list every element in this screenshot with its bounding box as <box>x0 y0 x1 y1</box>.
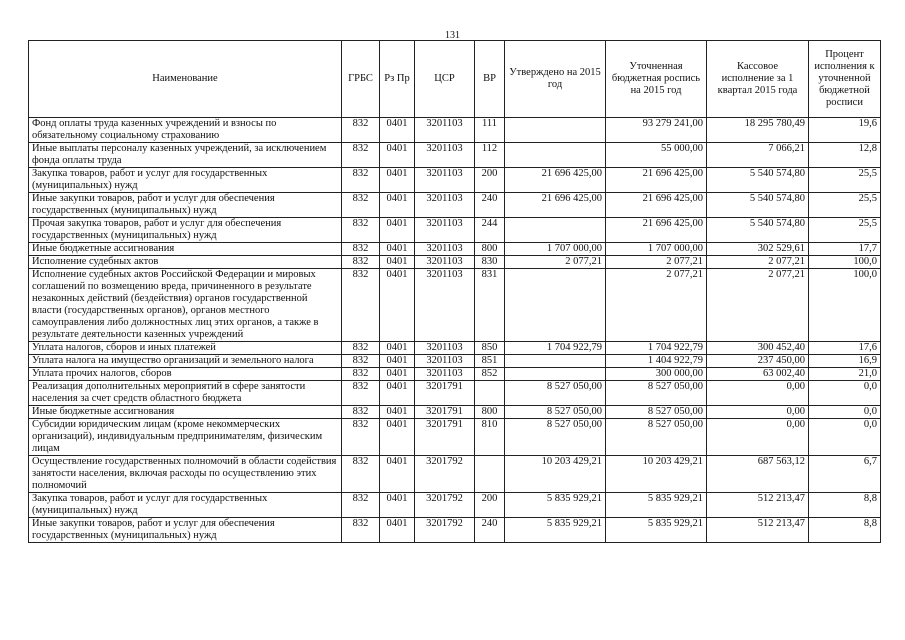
cell-cash: 237 450,00 <box>707 355 809 368</box>
page-number: 131 <box>445 30 460 41</box>
cell-csr: 3201103 <box>415 355 475 368</box>
cell-cash: 2 077,21 <box>707 269 809 342</box>
cell-rzpr: 0401 <box>380 406 415 419</box>
cell-name: Осуществление государственных полномочий в области содействия занятости населения, включая расходы по осуществлению этих полномочий <box>29 456 342 493</box>
cell-percent: 0,0 <box>809 419 881 456</box>
cell-grbs: 832 <box>342 218 380 243</box>
cell-percent: 0,0 <box>809 381 881 406</box>
cell-name: Закупка товаров, работ и услуг для государственных (муниципальных) нужд <box>29 493 342 518</box>
cell-csr: 3201791 <box>415 381 475 406</box>
cell-approved <box>505 118 606 143</box>
cell-rzpr: 0401 <box>380 269 415 342</box>
cell-cash: 0,00 <box>707 381 809 406</box>
cell-csr: 3201792 <box>415 456 475 493</box>
cell-percent: 100,0 <box>809 269 881 342</box>
table-body <box>29 118 881 543</box>
cell-vr: 112 <box>475 143 505 168</box>
cell-rzpr: 0401 <box>380 456 415 493</box>
cell-percent: 16,9 <box>809 355 881 368</box>
cell-vr: 831 <box>475 269 505 342</box>
cell-rzpr: 0401 <box>380 342 415 355</box>
cell-rzpr: 0401 <box>380 493 415 518</box>
cell-vr <box>475 381 505 406</box>
cell-grbs: 832 <box>342 243 380 256</box>
cell-grbs: 832 <box>342 143 380 168</box>
header-vr: ВР <box>475 41 505 118</box>
cell-grbs: 832 <box>342 419 380 456</box>
cell-rzpr: 0401 <box>380 168 415 193</box>
cell-refined: 5 835 929,21 <box>606 493 707 518</box>
cell-approved: 8 527 050,00 <box>505 381 606 406</box>
cell-cash: 300 452,40 <box>707 342 809 355</box>
cell-grbs: 832 <box>342 368 380 381</box>
table-row <box>29 518 881 543</box>
cell-approved: 21 696 425,00 <box>505 168 606 193</box>
cell-vr: 200 <box>475 493 505 518</box>
cell-csr: 3201103 <box>415 256 475 269</box>
cell-refined: 2 077,21 <box>606 256 707 269</box>
cell-rzpr: 0401 <box>380 368 415 381</box>
budget-table <box>28 40 881 543</box>
cell-name: Реализация дополнительных мероприятий в сфере занятости населения за счет средств областного бюджета <box>29 381 342 406</box>
cell-cash: 302 529,61 <box>707 243 809 256</box>
cell-refined: 300 000,00 <box>606 368 707 381</box>
cell-cash: 5 540 574,80 <box>707 168 809 193</box>
cell-refined: 21 696 425,00 <box>606 218 707 243</box>
cell-vr: 240 <box>475 193 505 218</box>
cell-csr: 3201103 <box>415 269 475 342</box>
cell-cash: 687 563,12 <box>707 456 809 493</box>
cell-cash: 0,00 <box>707 406 809 419</box>
cell-refined: 21 696 425,00 <box>606 193 707 218</box>
cell-percent: 0,0 <box>809 406 881 419</box>
cell-grbs: 832 <box>342 456 380 493</box>
cell-cash: 7 066,21 <box>707 143 809 168</box>
cell-percent: 19,6 <box>809 118 881 143</box>
cell-rzpr: 0401 <box>380 118 415 143</box>
cell-grbs: 832 <box>342 493 380 518</box>
cell-rzpr: 0401 <box>380 518 415 543</box>
table-row <box>29 368 881 381</box>
cell-approved: 5 835 929,21 <box>505 518 606 543</box>
cell-csr: 3201103 <box>415 368 475 381</box>
cell-vr: 200 <box>475 168 505 193</box>
cell-cash: 2 077,21 <box>707 256 809 269</box>
table-row <box>29 218 881 243</box>
cell-refined: 93 279 241,00 <box>606 118 707 143</box>
header-cash: Кассовое исполнение за 1 квартал 2015 года <box>707 41 809 118</box>
cell-csr: 3201792 <box>415 518 475 543</box>
cell-approved <box>505 143 606 168</box>
header-refined: Уточненная бюджетная роспись на 2015 год <box>606 41 707 118</box>
table-row <box>29 118 881 143</box>
cell-approved: 1 707 000,00 <box>505 243 606 256</box>
cell-name: Иные закупки товаров, работ и услуг для обеспечения государственных (муниципальных) нужд <box>29 518 342 543</box>
cell-refined: 8 527 050,00 <box>606 406 707 419</box>
cell-refined: 1 404 922,79 <box>606 355 707 368</box>
cell-csr: 3201791 <box>415 419 475 456</box>
table-row <box>29 355 881 368</box>
cell-rzpr: 0401 <box>380 419 415 456</box>
cell-cash: 18 295 780,49 <box>707 118 809 143</box>
cell-name: Иные выплаты персоналу казенных учреждений, за исключением фонда оплаты труда <box>29 143 342 168</box>
cell-vr: 111 <box>475 118 505 143</box>
cell-approved: 21 696 425,00 <box>505 193 606 218</box>
cell-approved: 8 527 050,00 <box>505 419 606 456</box>
cell-name: Исполнение судебных актов Российской Федерации и мировых соглашений по возмещению вреда, причиненного в результате незаконных действий (бездействия) органов государственной власти (государственных органов), органов местного самоуправления либо должностных лиц этих органов, а также в результате деятельности казенных учреждений <box>29 269 342 342</box>
cell-refined: 2 077,21 <box>606 269 707 342</box>
cell-approved: 2 077,21 <box>505 256 606 269</box>
cell-percent: 25,5 <box>809 168 881 193</box>
cell-refined: 10 203 429,21 <box>606 456 707 493</box>
cell-grbs: 832 <box>342 269 380 342</box>
cell-approved <box>505 355 606 368</box>
cell-vr: 852 <box>475 368 505 381</box>
cell-name: Закупка товаров, работ и услуг для государственных (муниципальных) нужд <box>29 168 342 193</box>
cell-refined: 21 696 425,00 <box>606 168 707 193</box>
header-csr: ЦСР <box>415 41 475 118</box>
cell-rzpr: 0401 <box>380 355 415 368</box>
cell-percent: 8,8 <box>809 518 881 543</box>
header-name: Наименование <box>29 41 342 118</box>
cell-approved: 1 704 922,79 <box>505 342 606 355</box>
cell-approved <box>505 368 606 381</box>
cell-rzpr: 0401 <box>380 143 415 168</box>
cell-grbs: 832 <box>342 118 380 143</box>
cell-refined: 1 704 922,79 <box>606 342 707 355</box>
cell-name: Уплата налогов, сборов и иных платежей <box>29 342 342 355</box>
cell-approved <box>505 218 606 243</box>
cell-approved: 8 527 050,00 <box>505 406 606 419</box>
cell-rzpr: 0401 <box>380 256 415 269</box>
cell-vr: 810 <box>475 419 505 456</box>
cell-percent: 12,8 <box>809 143 881 168</box>
header-grbs: ГРБС <box>342 41 380 118</box>
table-row <box>29 193 881 218</box>
cell-vr <box>475 456 505 493</box>
cell-csr: 3201791 <box>415 406 475 419</box>
cell-name: Исполнение судебных актов <box>29 256 342 269</box>
cell-grbs: 832 <box>342 256 380 269</box>
cell-vr: 800 <box>475 243 505 256</box>
cell-name: Субсидии юридическим лицам (кроме некоммерческих организаций), индивидуальным предпринимателям, физическим лицам <box>29 419 342 456</box>
cell-refined: 1 707 000,00 <box>606 243 707 256</box>
cell-vr: 244 <box>475 218 505 243</box>
cell-name: Фонд оплаты труда казенных учреждений и взносы по обязательному социальному страхованию <box>29 118 342 143</box>
table-row <box>29 256 881 269</box>
cell-csr: 3201103 <box>415 168 475 193</box>
cell-name: Иные бюджетные ассигнования <box>29 406 342 419</box>
cell-grbs: 832 <box>342 355 380 368</box>
cell-grbs: 832 <box>342 168 380 193</box>
header-percent: Процент исполнения к уточненной бюджетной росписи <box>809 41 881 118</box>
table-row <box>29 406 881 419</box>
table-row <box>29 456 881 493</box>
cell-percent: 8,8 <box>809 493 881 518</box>
table-row <box>29 168 881 193</box>
cell-refined: 8 527 050,00 <box>606 419 707 456</box>
table-row <box>29 419 881 456</box>
cell-csr: 3201103 <box>415 342 475 355</box>
table-row <box>29 243 881 256</box>
table-row <box>29 493 881 518</box>
cell-name: Иные бюджетные ассигнования <box>29 243 342 256</box>
cell-csr: 3201103 <box>415 193 475 218</box>
cell-refined: 5 835 929,21 <box>606 518 707 543</box>
cell-grbs: 832 <box>342 381 380 406</box>
cell-rzpr: 0401 <box>380 381 415 406</box>
header-approved: Утверждено на 2015 год <box>505 41 606 118</box>
table-row <box>29 143 881 168</box>
cell-csr: 3201103 <box>415 118 475 143</box>
cell-name: Уплата прочих налогов, сборов <box>29 368 342 381</box>
table-row <box>29 269 881 342</box>
cell-vr: 851 <box>475 355 505 368</box>
cell-cash: 63 002,40 <box>707 368 809 381</box>
cell-vr: 800 <box>475 406 505 419</box>
cell-approved <box>505 269 606 342</box>
cell-grbs: 832 <box>342 406 380 419</box>
cell-vr: 830 <box>475 256 505 269</box>
cell-refined: 55 000,00 <box>606 143 707 168</box>
cell-percent: 21,0 <box>809 368 881 381</box>
cell-vr: 850 <box>475 342 505 355</box>
cell-cash: 5 540 574,80 <box>707 193 809 218</box>
cell-approved: 5 835 929,21 <box>505 493 606 518</box>
cell-percent: 25,5 <box>809 218 881 243</box>
cell-rzpr: 0401 <box>380 218 415 243</box>
cell-rzpr: 0401 <box>380 193 415 218</box>
cell-percent: 17,7 <box>809 243 881 256</box>
table-row <box>29 381 881 406</box>
cell-rzpr: 0401 <box>380 243 415 256</box>
cell-vr: 240 <box>475 518 505 543</box>
cell-csr: 3201103 <box>415 143 475 168</box>
cell-name: Прочая закупка товаров, работ и услуг для обеспечения государственных (муниципальных) нужд <box>29 218 342 243</box>
cell-percent: 6,7 <box>809 456 881 493</box>
cell-refined: 8 527 050,00 <box>606 381 707 406</box>
cell-approved: 10 203 429,21 <box>505 456 606 493</box>
cell-grbs: 832 <box>342 342 380 355</box>
cell-csr: 3201103 <box>415 243 475 256</box>
header-rzpr: Рз Пр <box>380 41 415 118</box>
cell-cash: 512 213,47 <box>707 518 809 543</box>
cell-percent: 25,5 <box>809 193 881 218</box>
cell-name: Уплата налога на имущество организаций и земельного налога <box>29 355 342 368</box>
cell-grbs: 832 <box>342 193 380 218</box>
cell-percent: 17,6 <box>809 342 881 355</box>
cell-csr: 3201792 <box>415 493 475 518</box>
cell-cash: 512 213,47 <box>707 493 809 518</box>
cell-cash: 5 540 574,80 <box>707 218 809 243</box>
cell-name: Иные закупки товаров, работ и услуг для обеспечения государственных (муниципальных) нужд <box>29 193 342 218</box>
cell-csr: 3201103 <box>415 218 475 243</box>
cell-percent: 100,0 <box>809 256 881 269</box>
table-row <box>29 342 881 355</box>
cell-cash: 0,00 <box>707 419 809 456</box>
table-header-row <box>29 41 881 118</box>
cell-grbs: 832 <box>342 518 380 543</box>
